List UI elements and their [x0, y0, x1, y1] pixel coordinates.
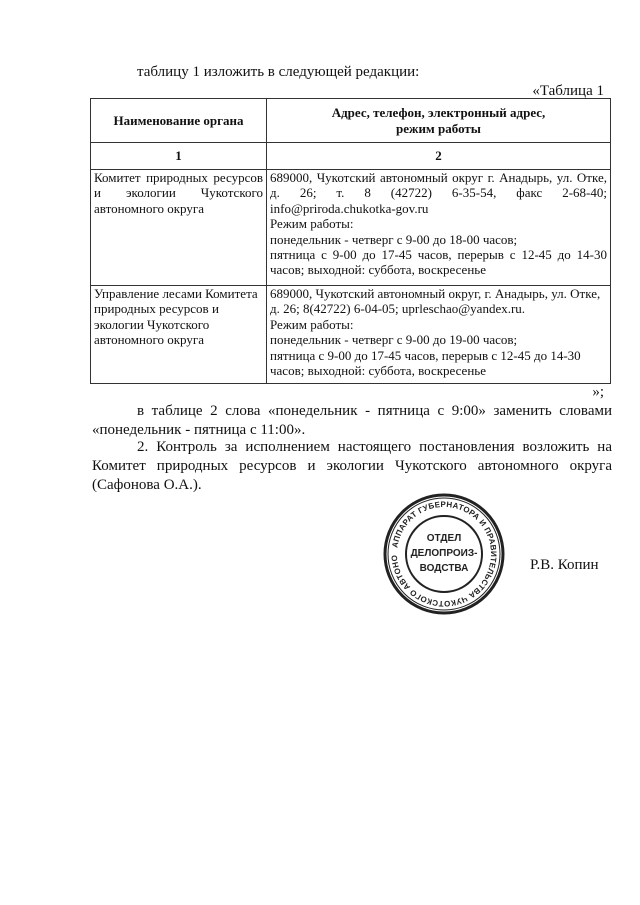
schedule-friday: пятница с 9-00 до 17-45 часов, перерыв с 12-45 до 14-30 часов; выходной: суббота, воскресенье [270, 247, 607, 278]
table-caption: «Таблица 1 [532, 83, 604, 99]
organ-name: Комитет природных ресурсов и экологии Чукотского автономного округа [91, 170, 267, 286]
stamp-ring-text: АППАРАТ ГУБЕРНАТОРА И ПРАВИТЕЛЬСТВА ЧУКОТСКОГО АВТОНО [389, 499, 499, 609]
paragraph-control: 2. Контроль за исполнением настоящего постановления возложить на Комитет природных ресурсов и экологии Чукотского автономного округа (Сафонова О.А.). [92, 439, 612, 493]
table-number-row [91, 143, 611, 170]
organ-details [267, 286, 611, 384]
col-number-1: 1 [91, 143, 267, 170]
schedule-weekdays: понедельник - четверг с 9-00 до 18-00 часов; [270, 231, 518, 247]
organ-name-line: автономного округа [94, 332, 204, 348]
table-closing-mark: »; [592, 384, 604, 400]
address-line: 689000, Чукотский автономный округ, г. Анадырь, ул. Отке, д. 26; 8(42722) 6-04-05; uprleschao@yandex.ru. [270, 286, 601, 317]
offices-table [90, 98, 611, 384]
signer-name: Р.В. Копин [530, 557, 599, 573]
organ-name [91, 286, 267, 384]
header-address-line1: Адрес, телефон, электронный адрес, [331, 105, 546, 121]
stamp-line-3: ВОДСТВА [419, 563, 469, 574]
header-address [267, 99, 611, 143]
organ-name-line: природных ресурсов и [94, 301, 219, 317]
schedule-weekdays: понедельник - четверг с 9-00 до 19-00 часов; [270, 332, 518, 348]
office-stamp [382, 492, 506, 616]
organ-name-line: Управление лесами Комитета [94, 286, 258, 301]
address-line: 689000, Чукотский автономный округ г. Анадырь, ул. Отке, д. 26; т. 8 (42722) 6-35-54, факс 2-68-40; info@priroda.chukotka-gov.ru [270, 170, 607, 216]
table-row [91, 170, 611, 286]
schedule-title: Режим работы: [270, 316, 354, 332]
stamp-line-2: ДЕЛОПРОИЗ- [410, 548, 478, 559]
schedule-title: Режим работы: [270, 216, 354, 232]
stamp-line-1: ОТДЕЛ [426, 533, 462, 544]
stamp-seal-icon [382, 492, 506, 616]
table-header-row [91, 99, 611, 143]
organ-name-line: экологии Чукотского [94, 316, 210, 332]
intro-text: таблицу 1 изложить в следующей редакции: [137, 64, 420, 80]
schedule-friday: пятница с 9-00 до 17-45 часов, перерыв с 12-45 до 14-30 часов; выходной: суббота, воскресенье [270, 347, 581, 379]
col-number-2: 2 [267, 143, 611, 170]
header-organ: Наименование органа [91, 99, 267, 143]
header-address-line2: режим работы [396, 120, 481, 136]
organ-details [267, 170, 611, 286]
table-row [91, 286, 611, 384]
paragraph-amendment: в таблице 2 слова «понедельник - пятница с 9:00» заменить словами «понедельник - пятница с 11:00». [92, 403, 612, 438]
